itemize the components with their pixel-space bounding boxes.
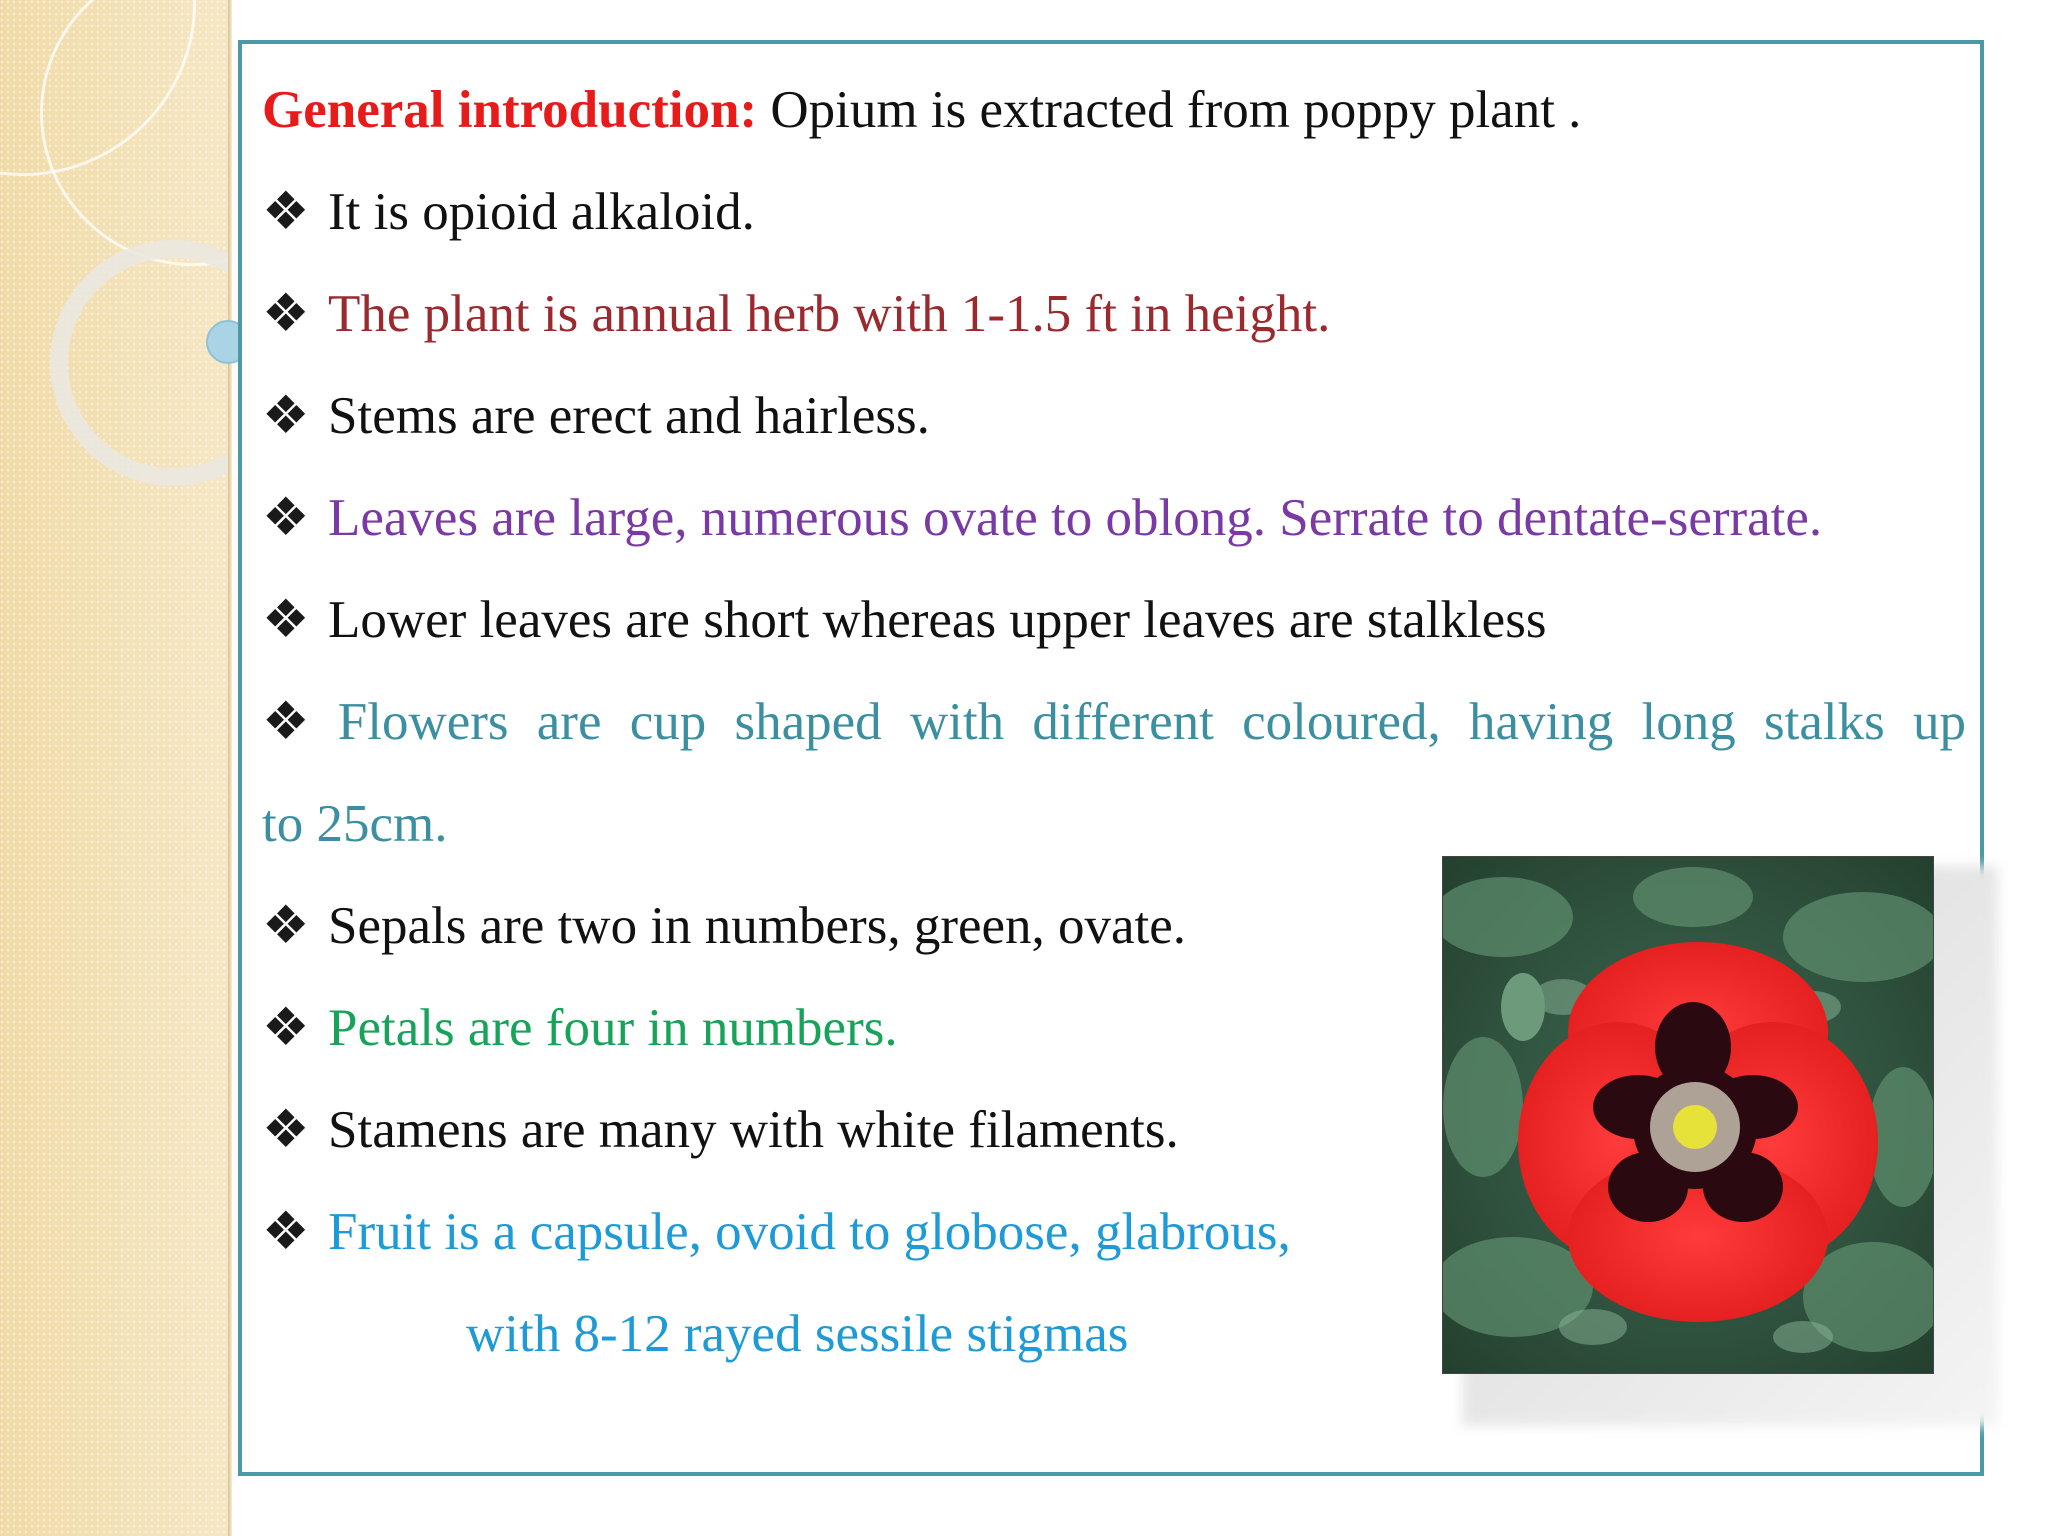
bullet-text: Stems are erect and hairless. bbox=[328, 387, 930, 445]
bullet-icon: ❖ bbox=[262, 183, 310, 241]
bullet-text: The plant is annual herb with 1-1.5 ft in height. bbox=[328, 285, 1331, 343]
poppy-flower-icon bbox=[1443, 857, 1933, 1373]
bullet-icon: ❖ bbox=[262, 1101, 310, 1159]
flowers-continuation: to 25cm. bbox=[262, 795, 448, 853]
bullet-icon: ❖ bbox=[262, 1203, 310, 1261]
bullet-text: Stamens are many with white filaments. bbox=[328, 1101, 1179, 1159]
flowers-word: long bbox=[1641, 693, 1736, 751]
decorative-ring bbox=[50, 240, 228, 486]
decorative-ring bbox=[40, 0, 228, 266]
bullet-item bbox=[262, 182, 755, 242]
bullet-item bbox=[262, 488, 1822, 548]
bullet-text: Sepals are two in numbers, green, ovate. bbox=[328, 897, 1187, 955]
bullet-icon: ❖ bbox=[262, 285, 310, 343]
bullet-item bbox=[262, 896, 1186, 956]
bullet-item bbox=[262, 590, 1546, 650]
bullet-icon: ❖ bbox=[262, 999, 310, 1057]
flowers-word: having bbox=[1469, 693, 1614, 751]
fruit-continuation: with 8-12 rayed sessile stigmas bbox=[466, 1305, 1129, 1363]
decorative-sidebar bbox=[0, 0, 228, 1536]
flowers-word: different bbox=[1032, 693, 1214, 751]
bullet-icon: ❖ bbox=[262, 489, 310, 547]
bullet-icon: ❖ bbox=[262, 591, 310, 649]
bullet-icon: ❖ bbox=[262, 897, 310, 955]
intro-line bbox=[262, 80, 1581, 140]
flowers-word: shaped bbox=[734, 693, 882, 751]
bullet-text: Petals are four in numbers. bbox=[328, 999, 898, 1057]
flowers-word: stalks bbox=[1763, 693, 1885, 751]
flowers-word: are bbox=[536, 693, 602, 751]
flowers-word: coloured, bbox=[1242, 693, 1441, 751]
intro-text: Opium is extracted from poppy plant . bbox=[757, 81, 1582, 139]
intro-label: General introduction: bbox=[262, 81, 758, 139]
bullet-icon: ❖ bbox=[262, 693, 310, 751]
bullet-item bbox=[262, 386, 930, 446]
bullet-text: Lower leaves are short whereas upper leaves are stalkless bbox=[328, 591, 1547, 649]
bullet-text: Fruit is a capsule, ovoid to globose, glabrous, bbox=[328, 1203, 1291, 1261]
bullet-item bbox=[262, 284, 1330, 344]
bullet-item bbox=[262, 1100, 1179, 1160]
bullet-item bbox=[262, 1202, 1291, 1262]
flowers-word: cup bbox=[629, 693, 707, 751]
bullet-icon: ❖ bbox=[262, 387, 310, 445]
flowers-word: Flowers bbox=[337, 693, 509, 751]
sidebar-edge bbox=[228, 0, 232, 1536]
bullet-item-flowers bbox=[262, 692, 1966, 752]
flowers-word: with bbox=[909, 693, 1005, 751]
bullet-item bbox=[262, 998, 898, 1058]
bullet-text: It is opioid alkaloid. bbox=[328, 183, 755, 241]
bullet-text: Leaves are large, numerous ovate to oblong. Serrate to dentate-serrate. bbox=[328, 489, 1823, 547]
poppy-flower-photo bbox=[1442, 856, 1934, 1374]
flowers-word: up bbox=[1912, 693, 1966, 751]
